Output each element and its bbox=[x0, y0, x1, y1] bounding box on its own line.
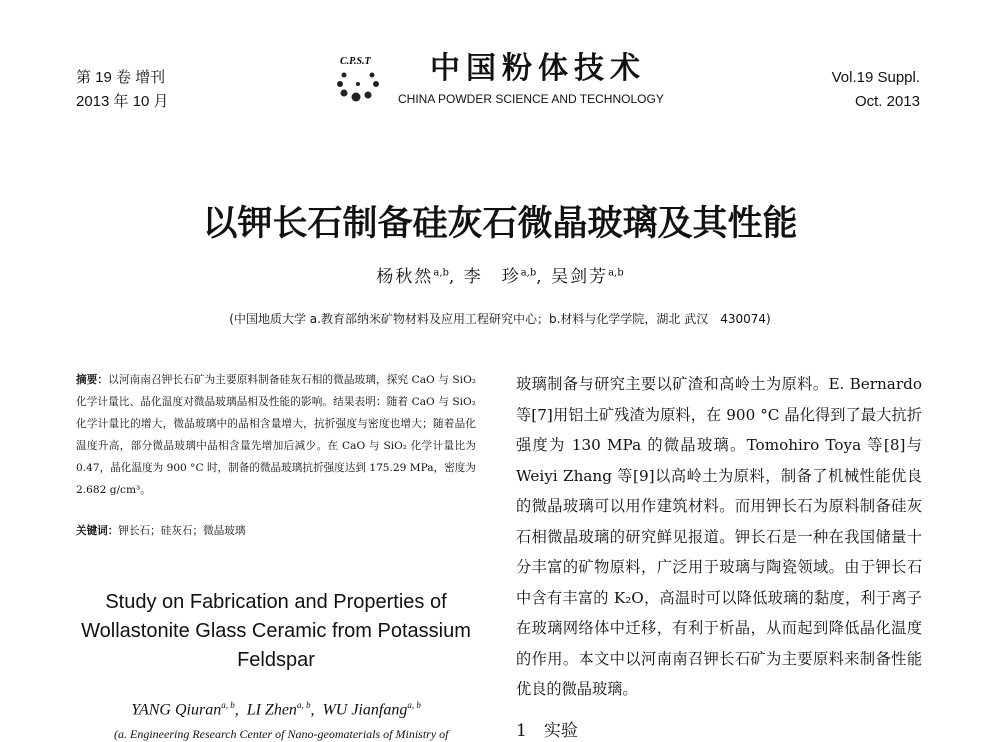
author-affil-mark: a,b bbox=[520, 267, 537, 279]
abstract bbox=[76, 369, 476, 501]
author-affil-mark: a,b bbox=[433, 267, 449, 279]
english-author-name: LI Zhen bbox=[246, 701, 297, 719]
volume-info-en: Vol.19 Suppl. bbox=[831, 69, 920, 86]
section-heading: 1 实验 bbox=[516, 721, 578, 741]
keywords bbox=[76, 523, 476, 538]
english-author-affil-mark: a, b bbox=[221, 700, 235, 710]
logo-text: C.P.S.T bbox=[340, 56, 371, 67]
author-name: 吴剑芳 bbox=[551, 267, 609, 287]
abstract-label: 摘要： bbox=[76, 374, 109, 386]
english-affiliation: (a. Engineering Research Center of Nano-geomaterials of Ministry of bbox=[114, 727, 449, 741]
volume-info-cn: 第 19 卷 增刊 bbox=[76, 69, 166, 86]
body-paragraph: 玻璃制备与研究主要以矿渣和高岭土为原料。E. Bernardo 等[7]用铝土矿残渣为原料，在 900 °C 晶化得到了最大抗折强度为 130 MPa 的微晶玻璃。Tomohiro Toya 等[8]与 Weiyi Zhang 等[9]以高岭土为原料，制备了机械性能优良的微晶玻璃可以用作建筑材料。而用钾长石为原料制备硅灰石相微晶玻璃的研究鲜见报道。钾长石是一种在我国储量十分丰富的矿物原料，广泛用于玻璃与陶瓷领域。由于钾长石中含有丰富的 K₂O，高温时可以降低玻璃的黏度，利于离子在玻璃网络体中迁移，有利于析晶，从而起到降低晶化温度的作用。本文中以河南南召钾长石矿为主要原料来制备性能优良的微晶玻璃。 bbox=[516, 375, 922, 698]
english-author-affil-mark: a, b bbox=[407, 700, 421, 710]
english-author-affil-mark: a, b bbox=[296, 700, 311, 710]
paper-title: 以钾长石制备硅灰石微晶玻璃及其性能 bbox=[202, 204, 798, 244]
keywords-label: 关键词： bbox=[76, 525, 119, 537]
author-affil-mark: a,b bbox=[608, 267, 624, 279]
author-name: 杨秋然 bbox=[376, 267, 434, 287]
english-title: Study on Fabrication and Properties of Wollastonite Glass Ceramic from Potassium Feldspar bbox=[81, 591, 471, 671]
english-author-list: YANG Qiuran$^{a, b}$, LI Zhen$^{a, b}$, WU Jianfang$^{a, b}$ bbox=[131, 700, 421, 719]
author-list: 杨秋然$^{a,b}$, 李 珍$^{a,b}$, 吴剑芳$^{a,b}$ bbox=[376, 267, 624, 287]
english-author-name: WU Jianfang bbox=[322, 701, 408, 719]
journal-name-cn: 中国粉体技术 bbox=[430, 51, 646, 86]
journal-logo bbox=[334, 48, 382, 108]
journal-name-en: CHINA POWDER SCIENCE AND TECHNOLOGY bbox=[398, 92, 664, 106]
date-cn: 2013 年 10 月 bbox=[76, 93, 169, 110]
date-en: Oct. 2013 bbox=[854, 93, 920, 110]
english-author-name: YANG Qiuran bbox=[131, 701, 222, 719]
abstract-text: 以河南南召钾长石矿为主要原料制备硅灰石相的微晶玻璃，探究 CaO 与 SiO₂ 化学计量比、晶化温度对微晶玻璃晶相及性能的影响。结果表明：随着 CaO 与 SiO₂ 化学计量比的增大，微晶玻璃中的晶相含量增大，抗折强度与密度也增大；随着晶化温度升高，部分微晶玻璃中晶相含量先增加后减少。在 CaO 与 SiO₂ 化学计量比为 0.47，晶化温度为 900 °C 时，制备的微晶玻璃抗折强度达到 175.29 MPa，密度为 2.682 g/cm³。 bbox=[76, 374, 477, 496]
affiliation: (中国地质大学 a.教育部纳米矿物材料及应用工程研究中心；b.材料与化学学院，湖北 武汉 430074) bbox=[229, 312, 771, 326]
keywords-text: 钾长石；硅灰石；微晶玻璃 bbox=[118, 525, 246, 537]
author-name: 李 珍 bbox=[463, 267, 521, 287]
